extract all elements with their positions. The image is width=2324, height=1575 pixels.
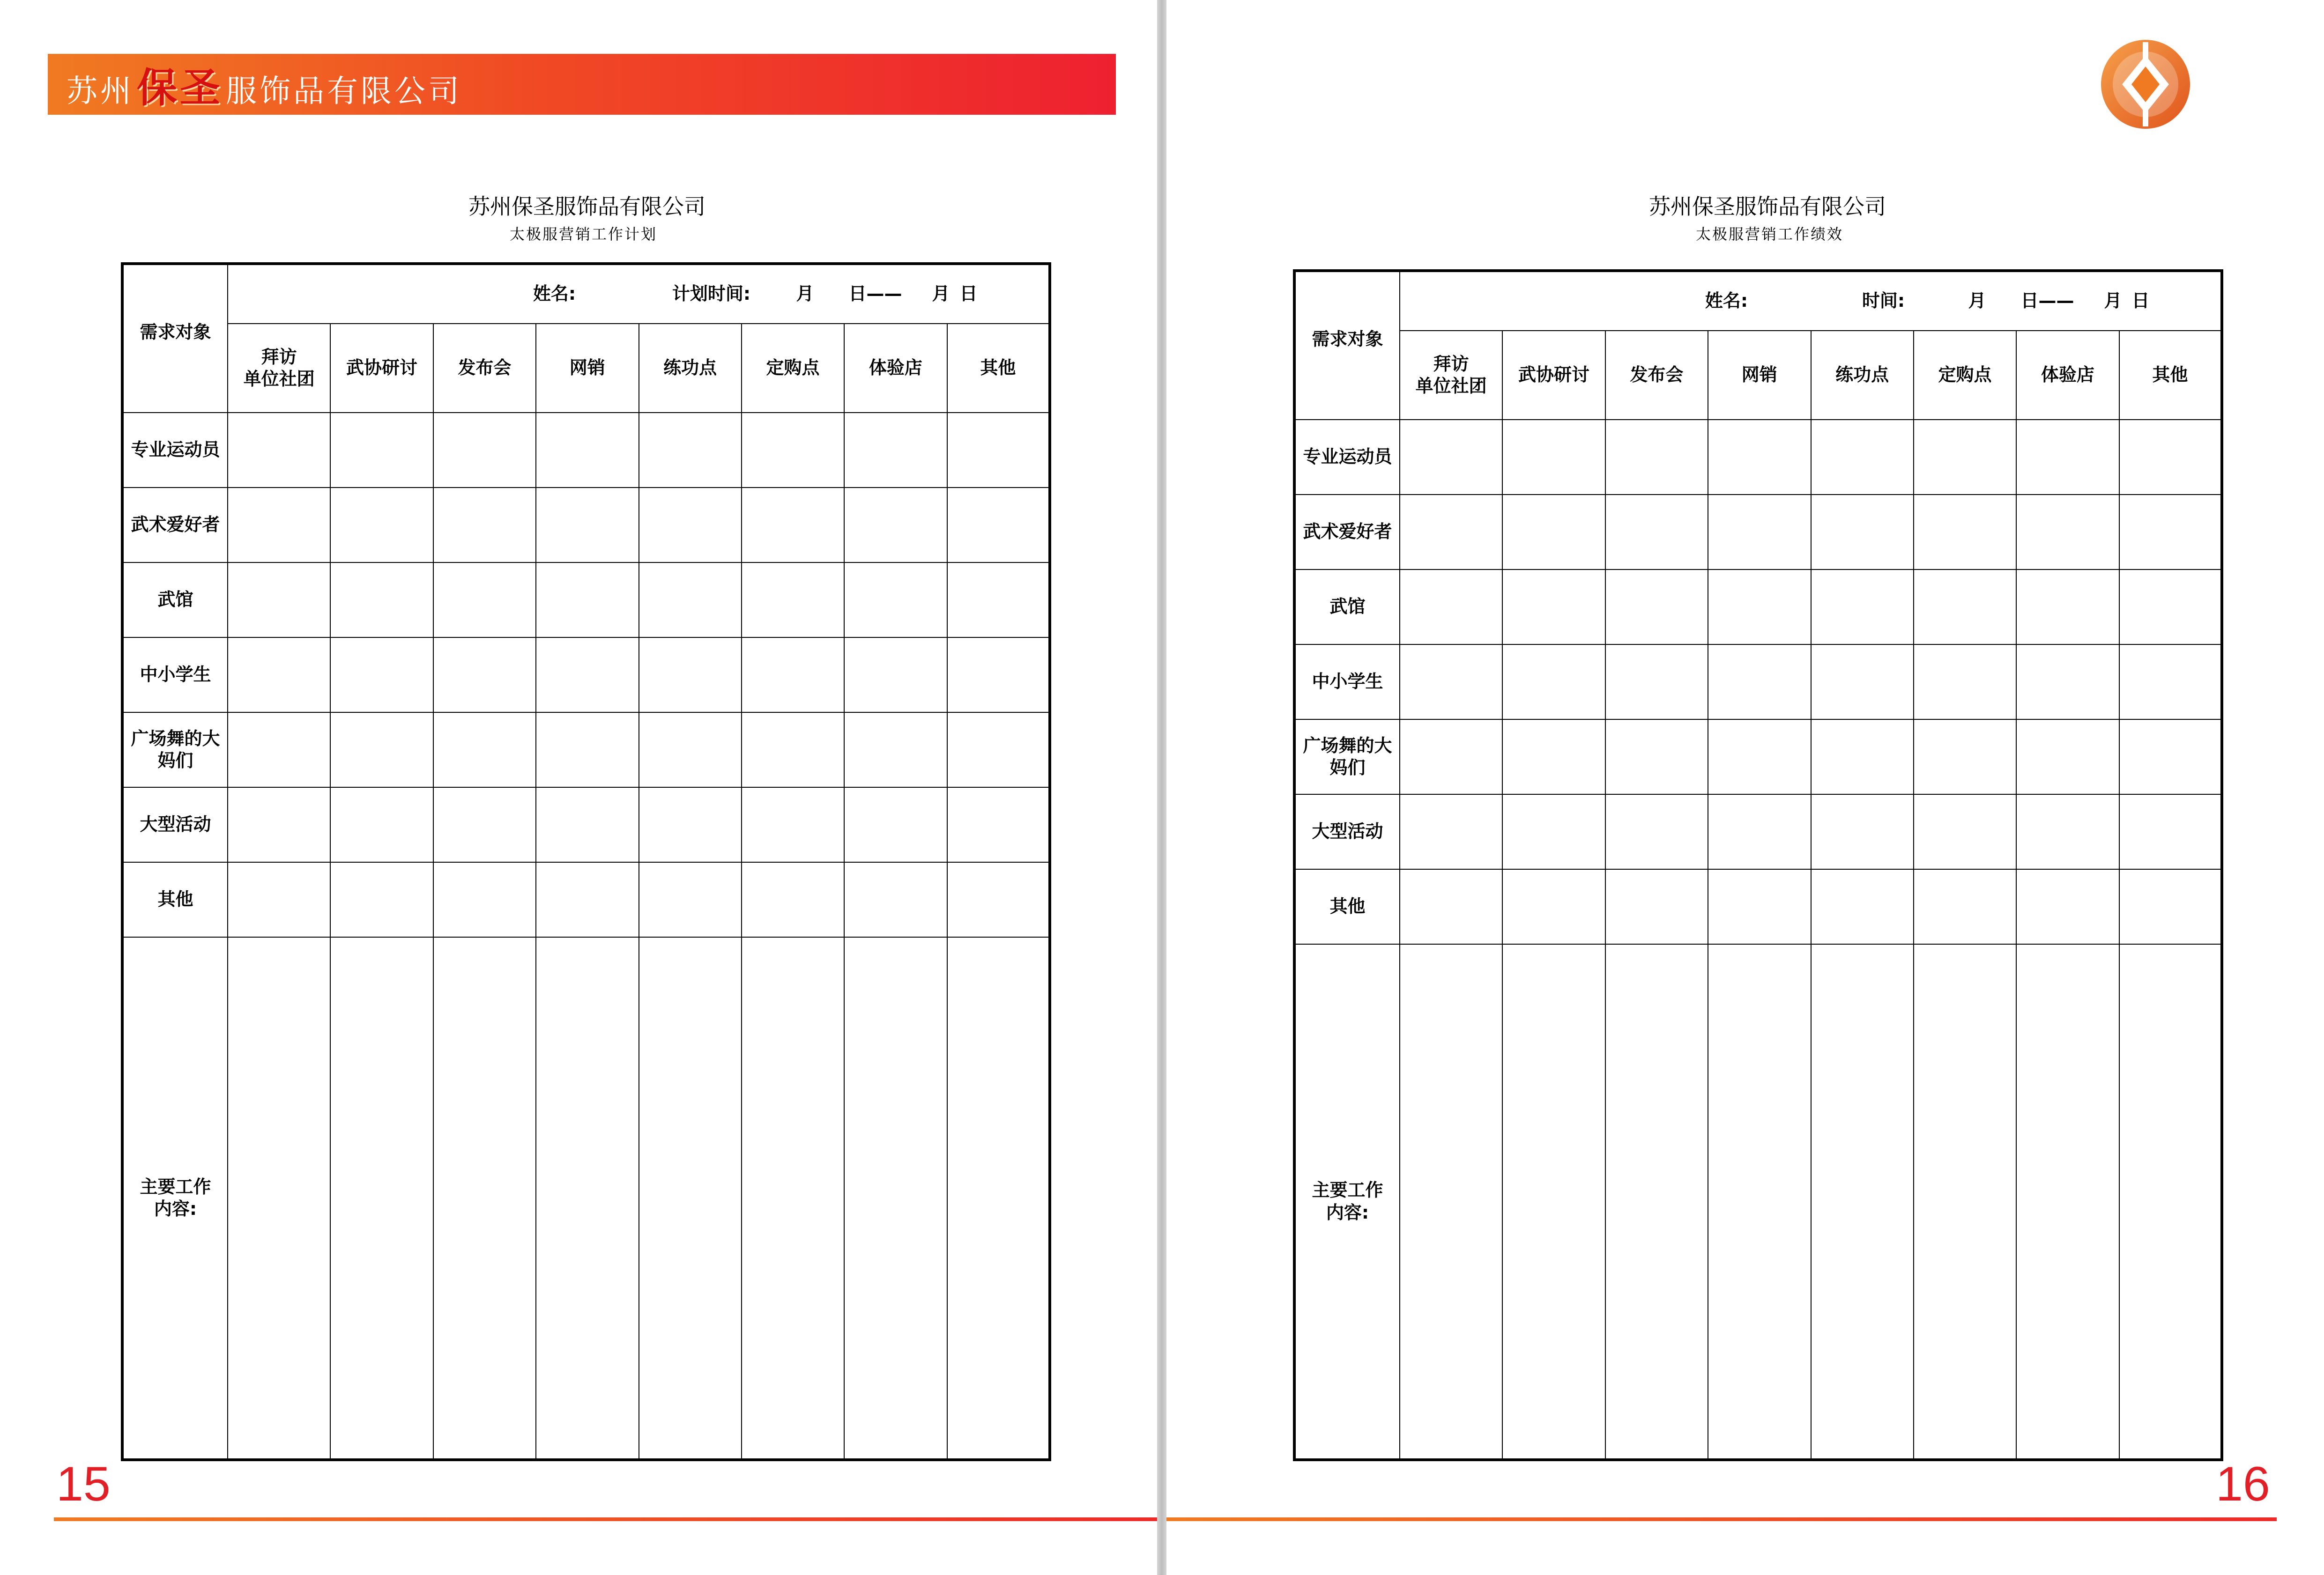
table-cell[interactable] bbox=[228, 562, 330, 637]
table-cell[interactable] bbox=[2016, 869, 2119, 944]
table-row bbox=[1294, 495, 2222, 569]
table-cell[interactable] bbox=[2016, 944, 2119, 1460]
table-row bbox=[122, 787, 1050, 862]
table-cell[interactable] bbox=[742, 488, 844, 562]
table-cell[interactable] bbox=[1708, 569, 1811, 644]
table-cell[interactable] bbox=[433, 937, 536, 1460]
row-header: 武术爱好者 bbox=[122, 488, 228, 562]
day-label-2: 日 bbox=[959, 283, 978, 304]
table-cell[interactable] bbox=[1811, 495, 1914, 569]
table-cell[interactable] bbox=[330, 562, 433, 637]
table-cell[interactable] bbox=[433, 712, 536, 787]
table-cell[interactable] bbox=[1914, 869, 2016, 944]
table-cell[interactable] bbox=[639, 787, 742, 862]
corner-header: 需求对象 bbox=[1294, 271, 1400, 420]
name-label: 姓名: bbox=[533, 283, 576, 304]
column-header: 练功点 bbox=[639, 324, 742, 413]
table-cell[interactable] bbox=[536, 562, 639, 637]
table-cell[interactable] bbox=[1400, 794, 1502, 869]
bottom-rule-left bbox=[54, 1517, 1157, 1521]
row-header: 武术爱好者 bbox=[1294, 495, 1400, 569]
table-cell[interactable] bbox=[228, 787, 330, 862]
table-cell[interactable] bbox=[536, 637, 639, 712]
table-cell[interactable] bbox=[1605, 944, 1708, 1460]
month-label: 月 bbox=[1968, 290, 1986, 311]
table-cell[interactable] bbox=[1605, 569, 1708, 644]
table-cell[interactable] bbox=[1708, 420, 1811, 495]
table-cell[interactable] bbox=[330, 862, 433, 937]
table-cell[interactable] bbox=[1400, 869, 1502, 944]
table-row bbox=[1294, 644, 2222, 719]
column-header: 体验店 bbox=[844, 324, 947, 413]
table-cell[interactable] bbox=[947, 787, 1050, 862]
table-row-main-work bbox=[122, 937, 1050, 1460]
table-cell[interactable] bbox=[1708, 719, 1811, 794]
table-cell[interactable] bbox=[330, 488, 433, 562]
table-cell[interactable] bbox=[433, 488, 536, 562]
table-cell[interactable] bbox=[1400, 644, 1502, 719]
table-cell[interactable] bbox=[1914, 495, 2016, 569]
table-cell[interactable] bbox=[947, 413, 1050, 488]
table-cell[interactable] bbox=[2119, 944, 2222, 1460]
table-cell[interactable] bbox=[639, 413, 742, 488]
banner-prefix: 苏州 bbox=[67, 73, 134, 109]
table-cell[interactable] bbox=[1400, 944, 1502, 1460]
name-time-header bbox=[228, 264, 1050, 324]
table-cell[interactable] bbox=[2119, 869, 2222, 944]
page-number-right: 16 bbox=[2216, 1457, 2270, 1511]
table-cell[interactable] bbox=[742, 862, 844, 937]
table-cell[interactable] bbox=[2119, 794, 2222, 869]
row-header: 其他 bbox=[122, 862, 228, 937]
table-cell[interactable] bbox=[2119, 420, 2222, 495]
plan-table bbox=[121, 262, 1051, 1461]
row-header: 广场舞的大 妈们 bbox=[122, 712, 228, 787]
name-time-header bbox=[1400, 271, 2222, 331]
table-cell[interactable] bbox=[947, 562, 1050, 637]
table-cell[interactable] bbox=[947, 488, 1050, 562]
column-header: 拜访 单位社团 bbox=[1400, 331, 1502, 420]
table-cell[interactable] bbox=[1914, 794, 2016, 869]
table-cell[interactable] bbox=[433, 413, 536, 488]
table-cell[interactable] bbox=[330, 413, 433, 488]
table-cell[interactable] bbox=[639, 862, 742, 937]
table-cell[interactable] bbox=[1811, 869, 1914, 944]
table-cell[interactable] bbox=[1502, 794, 1605, 869]
table-cell[interactable] bbox=[2016, 420, 2119, 495]
day-label: 日—— bbox=[2020, 290, 2074, 311]
table-cell[interactable] bbox=[433, 562, 536, 637]
row-header: 中小学生 bbox=[1294, 644, 1400, 719]
column-header: 体验店 bbox=[2016, 331, 2119, 420]
row-header: 其他 bbox=[1294, 869, 1400, 944]
column-header: 发布会 bbox=[433, 324, 536, 413]
table-cell[interactable] bbox=[844, 862, 947, 937]
doc-title-left: 苏州保圣服饰品有限公司 bbox=[468, 194, 705, 219]
page-left bbox=[0, 0, 1157, 1575]
table-cell[interactable] bbox=[1502, 644, 1605, 719]
table-cell[interactable] bbox=[1914, 569, 2016, 644]
table-cell[interactable] bbox=[1914, 420, 2016, 495]
table-cell[interactable] bbox=[2016, 794, 2119, 869]
row-header: 专业运动员 bbox=[122, 413, 228, 488]
table-cell[interactable] bbox=[1811, 794, 1914, 869]
row-header: 大型活动 bbox=[1294, 794, 1400, 869]
table-cell[interactable] bbox=[1502, 420, 1605, 495]
table-cell[interactable] bbox=[330, 637, 433, 712]
month-label-2: 月 bbox=[2104, 290, 2122, 311]
table-cell[interactable] bbox=[1605, 869, 1708, 944]
banner-accent-brand: 保圣 bbox=[137, 64, 223, 111]
name-label: 姓名: bbox=[1705, 290, 1748, 311]
table-cell[interactable] bbox=[228, 488, 330, 562]
row-header: 武馆 bbox=[122, 562, 228, 637]
table-cell[interactable] bbox=[1708, 944, 1811, 1460]
table-cell[interactable] bbox=[1605, 794, 1708, 869]
column-header: 拜访 单位社团 bbox=[228, 324, 330, 413]
time-label: 计划时间: bbox=[672, 283, 751, 304]
row-header: 中小学生 bbox=[122, 637, 228, 712]
table-row bbox=[122, 637, 1050, 712]
table-cell[interactable] bbox=[1502, 944, 1605, 1460]
table-cell[interactable] bbox=[639, 637, 742, 712]
table-cell[interactable] bbox=[2119, 569, 2222, 644]
table-cell[interactable] bbox=[433, 787, 536, 862]
table-cell[interactable] bbox=[1708, 644, 1811, 719]
table-row bbox=[1294, 719, 2222, 794]
table-cell[interactable] bbox=[947, 937, 1050, 1460]
table-cell[interactable] bbox=[844, 787, 947, 862]
table-cell[interactable] bbox=[1502, 495, 1605, 569]
table-cell[interactable] bbox=[1400, 495, 1502, 569]
table-cell[interactable] bbox=[2119, 495, 2222, 569]
column-header: 网销 bbox=[1708, 331, 1811, 420]
table-cell[interactable] bbox=[742, 937, 844, 1460]
table-cell[interactable] bbox=[1605, 420, 1708, 495]
table-cell[interactable] bbox=[330, 787, 433, 862]
table-cell[interactable] bbox=[742, 712, 844, 787]
table-cell[interactable] bbox=[947, 712, 1050, 787]
table-cell[interactable] bbox=[330, 937, 433, 1460]
table-cell[interactable] bbox=[742, 413, 844, 488]
table-cell[interactable] bbox=[1914, 644, 2016, 719]
row-header: 广场舞的大 妈们 bbox=[1294, 719, 1400, 794]
table-cell[interactable] bbox=[1502, 869, 1605, 944]
table-cell[interactable] bbox=[536, 488, 639, 562]
column-header: 武协研讨 bbox=[1502, 331, 1605, 420]
table-cell[interactable] bbox=[228, 637, 330, 712]
table-cell[interactable] bbox=[2016, 569, 2119, 644]
table-cell[interactable] bbox=[742, 637, 844, 712]
day-label-2: 日 bbox=[2131, 290, 2150, 311]
table-cell[interactable] bbox=[844, 562, 947, 637]
month-label-2: 月 bbox=[932, 283, 950, 304]
column-header: 发布会 bbox=[1605, 331, 1708, 420]
column-header: 其他 bbox=[947, 324, 1050, 413]
column-header: 定购点 bbox=[742, 324, 844, 413]
table-cell[interactable] bbox=[844, 637, 947, 712]
column-header: 练功点 bbox=[1811, 331, 1914, 420]
main-work-label: 主要工作 内容: bbox=[122, 937, 228, 1460]
bottom-rule-right bbox=[1166, 1517, 2277, 1521]
table-cell[interactable] bbox=[1400, 420, 1502, 495]
table-cell[interactable] bbox=[228, 937, 330, 1460]
table-row bbox=[122, 488, 1050, 562]
table-cell[interactable] bbox=[1400, 719, 1502, 794]
table-cell[interactable] bbox=[1708, 794, 1811, 869]
column-header: 其他 bbox=[2119, 331, 2222, 420]
table-row bbox=[122, 413, 1050, 488]
table-cell[interactable] bbox=[742, 787, 844, 862]
table-cell[interactable] bbox=[1605, 719, 1708, 794]
table-cell[interactable] bbox=[1811, 944, 1914, 1460]
table-cell[interactable] bbox=[1605, 495, 1708, 569]
table-cell[interactable] bbox=[536, 787, 639, 862]
book-spine bbox=[1157, 0, 1166, 1575]
table-cell[interactable] bbox=[433, 637, 536, 712]
table-cell[interactable] bbox=[228, 712, 330, 787]
time-label: 时间: bbox=[1862, 290, 1905, 311]
table-cell[interactable] bbox=[1914, 719, 2016, 794]
month-label: 月 bbox=[796, 283, 814, 304]
table-cell[interactable] bbox=[844, 712, 947, 787]
table-cell[interactable] bbox=[330, 712, 433, 787]
table-cell[interactable] bbox=[2016, 495, 2119, 569]
table-cell[interactable] bbox=[639, 937, 742, 1460]
row-header: 大型活动 bbox=[122, 787, 228, 862]
row-header: 武馆 bbox=[1294, 569, 1400, 644]
table-row bbox=[1294, 869, 2222, 944]
table-row-main-work bbox=[1294, 944, 2222, 1460]
table-cell[interactable] bbox=[742, 562, 844, 637]
table-cell[interactable] bbox=[947, 862, 1050, 937]
table-cell[interactable] bbox=[1811, 420, 1914, 495]
table-cell[interactable] bbox=[228, 413, 330, 488]
banner-company-name bbox=[48, 55, 462, 113]
table-cell[interactable] bbox=[639, 488, 742, 562]
table-cell[interactable] bbox=[844, 413, 947, 488]
corner-header: 需求对象 bbox=[122, 264, 228, 413]
performance-table bbox=[1293, 269, 2223, 1461]
table-cell[interactable] bbox=[536, 712, 639, 787]
table-cell[interactable] bbox=[536, 413, 639, 488]
doc-title-right: 苏州保圣服饰品有限公司 bbox=[1649, 194, 1886, 219]
row-header: 专业运动员 bbox=[1294, 420, 1400, 495]
table-cell[interactable] bbox=[2016, 644, 2119, 719]
doc-subtitle-left: 太极服营销工作计划 bbox=[510, 225, 658, 243]
table-cell[interactable] bbox=[1400, 569, 1502, 644]
table-cell[interactable] bbox=[1811, 644, 1914, 719]
page-right bbox=[1166, 0, 2324, 1575]
table-cell[interactable] bbox=[433, 862, 536, 937]
table-row bbox=[1294, 794, 2222, 869]
table-row bbox=[122, 862, 1050, 937]
table-cell[interactable] bbox=[639, 712, 742, 787]
table-cell[interactable] bbox=[844, 937, 947, 1460]
column-header: 武协研讨 bbox=[330, 324, 433, 413]
table-cell[interactable] bbox=[228, 862, 330, 937]
table-cell[interactable] bbox=[2119, 719, 2222, 794]
table-cell[interactable] bbox=[2119, 644, 2222, 719]
main-work-label: 主要工作 内容: bbox=[1294, 944, 1400, 1460]
page-number-left: 15 bbox=[56, 1457, 111, 1511]
table-cell[interactable] bbox=[1811, 719, 1914, 794]
table-cell[interactable] bbox=[536, 862, 639, 937]
table-cell[interactable] bbox=[1708, 869, 1811, 944]
doc-subtitle-right: 太极服营销工作绩效 bbox=[1696, 225, 1844, 243]
column-header: 定购点 bbox=[1914, 331, 2016, 420]
table-cell[interactable] bbox=[2016, 719, 2119, 794]
diamond-ring-logo-icon bbox=[2099, 37, 2192, 131]
day-label: 日—— bbox=[848, 283, 902, 304]
table-row bbox=[122, 712, 1050, 787]
table-cell[interactable] bbox=[1811, 569, 1914, 644]
table-cell[interactable] bbox=[639, 562, 742, 637]
table-cell[interactable] bbox=[536, 937, 639, 1460]
table-cell[interactable] bbox=[1502, 719, 1605, 794]
table-row bbox=[1294, 569, 2222, 644]
column-header: 网销 bbox=[536, 324, 639, 413]
table-cell[interactable] bbox=[1708, 495, 1811, 569]
table-row bbox=[122, 562, 1050, 637]
table-cell[interactable] bbox=[947, 637, 1050, 712]
table-cell[interactable] bbox=[844, 488, 947, 562]
table-row bbox=[1294, 420, 2222, 495]
table-cell[interactable] bbox=[1605, 644, 1708, 719]
table-cell[interactable] bbox=[1502, 569, 1605, 644]
company-banner bbox=[48, 54, 1116, 115]
banner-suffix: 服饰品有限公司 bbox=[226, 73, 462, 109]
table-cell[interactable] bbox=[1914, 944, 2016, 1460]
